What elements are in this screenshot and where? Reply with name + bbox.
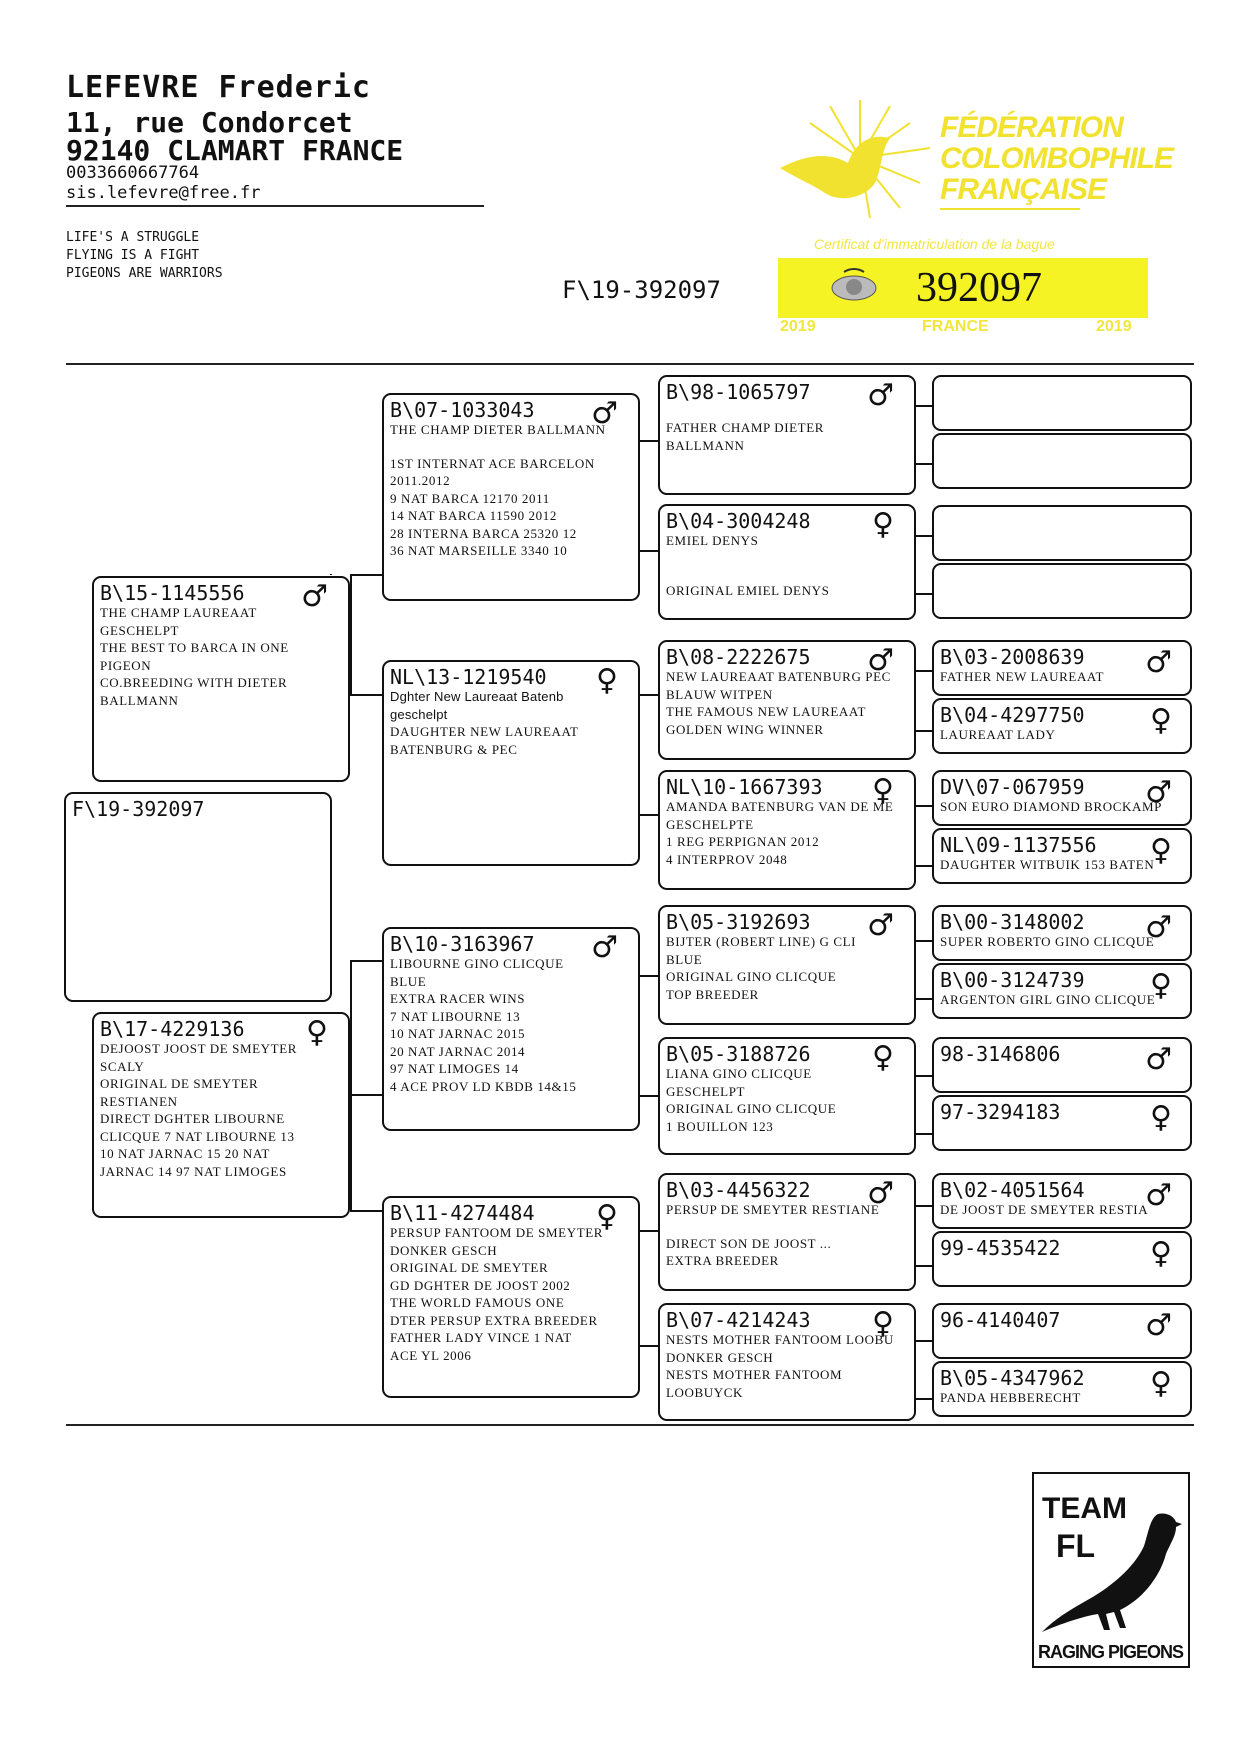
gen4-line: SON EURO DIAMOND BROCKAMP	[940, 799, 1162, 814]
bottom-divider	[66, 1424, 1194, 1426]
ring-emblem-icon	[828, 268, 880, 304]
team-logo	[1032, 1472, 1190, 1668]
dam-sire-line: 97 NAT LIMOGES 14	[390, 1061, 519, 1076]
federation-title-line: FRANÇAISE	[940, 173, 1107, 206]
gen4-ring: 97-3294183	[940, 1100, 1061, 1124]
sire-sire-line: 2011.2012	[390, 473, 451, 488]
team-logo-line: TEAM	[1042, 1492, 1127, 1525]
dam-sire-line: BLUE	[390, 973, 427, 989]
male-icon: ♂	[867, 378, 894, 413]
sire-dam-line: DAUGHTER NEW LAUREAAT	[390, 724, 579, 739]
gen4-box	[932, 1361, 1192, 1417]
female-icon: ♀	[872, 773, 894, 808]
sire-sire-line: 28 INTERNA BARCA 25320 12	[390, 525, 577, 541]
gen4-box	[932, 770, 1192, 826]
female-icon: ♀	[1150, 833, 1172, 868]
sss-ring: B\98-1065797	[666, 380, 811, 404]
sdd-box	[658, 770, 916, 890]
male-icon: ♂	[867, 1176, 894, 1211]
female-icon: ♀	[872, 1306, 894, 1341]
dam-dam-line: DONKER GESCH	[390, 1242, 498, 1258]
certificate-label: Certificat d'immatriculation de la bague	[814, 236, 1055, 252]
dam-sire-line: 20 NAT JARNAC 2014	[390, 1043, 526, 1059]
female-icon: ♀	[1150, 1100, 1172, 1135]
gen4-line: LAUREAAT LADY	[940, 727, 1056, 742]
male-icon: ♂	[1145, 1042, 1172, 1077]
dds-box	[658, 1173, 916, 1291]
sire-sire-ring: B\07-1033043	[390, 398, 535, 422]
dam-sire-box	[382, 927, 640, 1131]
sdd-line: 4 INTERPROV 2048	[666, 851, 788, 867]
dam-dam-line: DTER PERSUP EXTRA BREEDER	[390, 1312, 598, 1328]
sds-ring: B\08-2222675	[666, 645, 811, 669]
dsd-line: LIANA GINO CLICQUE	[666, 1066, 812, 1081]
sire-sire-line: 36 NAT MARSEILLE 3340 10	[390, 543, 568, 558]
owner-street: 11, rue Condorcet	[66, 106, 353, 139]
ddd-line: NESTS MOTHER FANTOOM LOOBU	[666, 1332, 894, 1347]
dsd-box	[658, 1037, 916, 1155]
gen4-ring: DV\07-067959	[940, 775, 1085, 799]
ddd-line: LOOBUYCK	[666, 1384, 744, 1400]
sss-line: BALLMANN	[666, 437, 745, 453]
sire-dam-line: geschelpt	[390, 706, 448, 722]
owner-divider	[66, 205, 484, 207]
dss-line: BLUE	[666, 951, 703, 967]
sire-ring: B\15-1145556	[100, 581, 245, 605]
federation-ring-number: 392097	[916, 265, 1042, 311]
sire-sire-line: 1ST INTERNAT ACE BARCELON	[390, 455, 595, 471]
sire-sire-line: THE CHAMP DIETER BALLMANN	[390, 422, 606, 437]
sire-sire-line: 9 NAT BARCA 12170 2011	[390, 490, 550, 506]
dam-dam-line: THE WORLD FAMOUS ONE	[390, 1295, 565, 1310]
dam-line: DIRECT DGHTER LIBOURNE	[100, 1111, 285, 1126]
subject-ring: F\19-392097	[72, 797, 205, 821]
sire-dam-line: Dghter New Laureaat Batenb	[390, 689, 564, 704]
dam-dam-line: GD DGHTER DE JOOST 2002	[390, 1277, 571, 1293]
dam-line: DEJOOST JOOST DE SMEYTER	[100, 1041, 298, 1056]
gen4-box	[932, 1037, 1192, 1093]
gen4-ring: 96-4140407	[940, 1308, 1061, 1332]
dam-line: RESTIANEN	[100, 1093, 178, 1109]
male-icon: ♂	[1145, 1178, 1172, 1213]
dam-sire-line: EXTRA RACER WINS	[390, 991, 526, 1006]
federation-title-line: FÉDÉRATION	[940, 111, 1123, 144]
dss-line: TOP BREEDER	[666, 986, 759, 1002]
federation-card	[750, 68, 1173, 364]
gen4-box	[932, 1095, 1192, 1151]
gen4-box	[932, 1231, 1192, 1287]
motto-line: FLYING IS A FIGHT	[66, 248, 200, 263]
male-icon: ♂	[591, 396, 618, 431]
dam-line: SCALY	[100, 1058, 145, 1074]
gen4-line: FATHER NEW LAUREAAT	[940, 669, 1105, 684]
female-icon: ♀	[596, 663, 618, 698]
ssd-line: EMIEL DENYS	[666, 533, 759, 548]
team-logo-tagline: RAGING PIGEONS	[1038, 1642, 1184, 1662]
dam-sire-line: LIBOURNE GINO CLICQUE	[390, 956, 564, 971]
dam-sire-ring: B\10-3163967	[390, 932, 535, 956]
female-icon: ♀	[872, 507, 894, 542]
sdd-line: GESCHELPTE	[666, 816, 754, 832]
gen4-box	[932, 375, 1192, 431]
sire-line: THE BEST TO BARCA IN ONE	[100, 640, 289, 655]
ddd-line: DONKER GESCH	[666, 1349, 774, 1365]
sire-dam-line: BATENBURG & PEC	[390, 741, 518, 757]
gen4-ring: B\04-4297750	[940, 703, 1085, 727]
federation-title-line: COLOMBOPHILE	[940, 142, 1173, 175]
gen4-ring: B\02-4051564	[940, 1178, 1085, 1202]
gen4-box	[932, 433, 1192, 489]
sire-line: PIGEON	[100, 657, 152, 673]
subject-box	[64, 792, 332, 1002]
gen4-ring: 98-3146806	[940, 1042, 1061, 1066]
female-icon: ♀	[1150, 1236, 1172, 1271]
sss-box	[658, 375, 916, 495]
owner-email: sis.lefevre@free.fr	[66, 183, 261, 203]
gen4-box	[932, 1303, 1192, 1359]
owner-city: 92140 CLAMART FRANCE	[66, 134, 404, 167]
dds-ring: B\03-4456322	[666, 1178, 811, 1202]
gen4-box	[932, 905, 1192, 961]
sds-line: NEW LAUREAAT BATENBURG PEC	[666, 669, 891, 684]
year-right: 2019	[1096, 318, 1132, 335]
male-icon: ♂	[1145, 1308, 1172, 1343]
gen4-box	[932, 963, 1192, 1019]
dsd-ring: B\05-3188726	[666, 1042, 811, 1066]
gen4-line: SUPER ROBERTO GINO CLICQUE	[940, 934, 1155, 949]
dam-dam-line: PERSUP FANTOOM DE SMEYTER	[390, 1225, 604, 1240]
sire-line: GESCHELPT	[100, 622, 180, 638]
gen4-box	[932, 828, 1192, 884]
ddd-ring: B\07-4214243	[666, 1308, 811, 1332]
female-icon: ♀	[1150, 1366, 1172, 1401]
team-logo-line: FL	[1056, 1528, 1096, 1564]
female-icon: ♀	[1150, 703, 1172, 738]
year-left: 2019	[780, 318, 816, 335]
dds-line: PERSUP DE SMEYTER RESTIANE	[666, 1202, 880, 1217]
gen4-line: DE JOOST DE SMEYTER RESTIA	[940, 1202, 1149, 1217]
male-icon: ♂	[867, 643, 894, 678]
sire-line: CO.BREEDING WITH DIETER	[100, 675, 288, 690]
sire-dam-box	[382, 660, 640, 866]
dds-line: EXTRA BREEDER	[666, 1253, 779, 1268]
dss-line: BIJTER (ROBERT LINE) G CLI	[666, 934, 857, 949]
sire-line: BALLMANN	[100, 692, 179, 708]
gen4-ring: B\03-2008639	[940, 645, 1085, 669]
dsd-line: ORIGINAL GINO CLICQUE	[666, 1101, 837, 1116]
sire-box	[92, 576, 350, 782]
country-label: FRANCE	[922, 318, 989, 335]
sds-box	[658, 640, 916, 760]
dam-dam-line: ORIGINAL DE SMEYTER	[390, 1260, 549, 1275]
gen4-box	[932, 563, 1192, 619]
gen4-line: ARGENTON GIRL GINO CLICQUE	[940, 992, 1156, 1007]
sdd-line: AMANDA BATENBURG VAN DE ME	[666, 799, 894, 814]
sdd-ring: NL\10-1667393	[666, 775, 823, 799]
male-icon: ♂	[591, 930, 618, 965]
dsd-line: GESCHELPT	[666, 1083, 746, 1099]
sss-line: FATHER CHAMP DIETER	[666, 420, 825, 435]
pigeon-silhouette-icon	[1040, 1502, 1186, 1642]
dam-line: 10 NAT JARNAC 15 20 NAT	[100, 1146, 270, 1161]
dam-dam-box	[382, 1196, 640, 1398]
dam-sire-line: 7 NAT LIBOURNE 13	[390, 1008, 521, 1024]
male-icon: ♂	[1145, 645, 1172, 680]
sds-line: THE FAMOUS NEW LAUREAAT	[666, 704, 867, 719]
gen4-box	[932, 640, 1192, 696]
gen4-box	[932, 505, 1192, 561]
owner-name: LEFEVRE Frederic	[66, 70, 371, 105]
female-icon: ♀	[1150, 968, 1172, 1003]
dam-dam-line: ACE YL 2006	[390, 1347, 472, 1363]
sire-sire-box	[382, 393, 640, 601]
sds-line: BLAUW WITPEN	[666, 686, 773, 702]
dam-line: ORIGINAL DE SMEYTER	[100, 1076, 259, 1091]
dove-sun-logo	[770, 98, 950, 228]
male-icon: ♂	[1145, 775, 1172, 810]
motto-line: PIGEONS ARE WARRIORS	[66, 266, 223, 281]
female-icon: ♀	[596, 1199, 618, 1234]
dam-ring: B\17-4229136	[100, 1017, 245, 1041]
dam-box	[92, 1012, 350, 1218]
top-divider	[66, 363, 1194, 365]
sire-line: THE CHAMP LAUREAAT	[100, 605, 257, 620]
dam-dam-line: FATHER LADY VINCE 1 NAT	[390, 1330, 572, 1345]
dss-ring: B\05-3192693	[666, 910, 811, 934]
dsd-line: 1 BOUILLON 123	[666, 1118, 774, 1134]
dss-box	[658, 905, 916, 1025]
gen4-box	[932, 698, 1192, 754]
gen4-line: DAUGHTER WITBUIK 153 BATEN	[940, 857, 1155, 872]
dam-sire-line: 10 NAT JARNAC 2015	[390, 1026, 526, 1041]
ddd-line: NESTS MOTHER FANTOOM	[666, 1367, 843, 1382]
ddd-box	[658, 1303, 916, 1421]
sire-sire-line: 14 NAT BARCA 11590 2012	[390, 508, 557, 523]
owner-phone: 0033660667764	[66, 163, 200, 183]
gen4-ring: 99-4535422	[940, 1236, 1061, 1260]
dam-line: CLICQUE 7 NAT LIBOURNE 13	[100, 1128, 295, 1144]
gen4-ring: B\00-3124739	[940, 968, 1085, 992]
sds-line: GOLDEN WING WINNER	[666, 721, 824, 737]
gen4-box	[932, 1173, 1192, 1229]
dds-line: DIRECT SON DE JOOST ...	[666, 1235, 832, 1251]
motto-line: LIFE'S A STRUGGLE	[66, 230, 200, 245]
dam-dam-ring: B\11-4274484	[390, 1201, 535, 1225]
ssd-box	[658, 504, 916, 620]
dam-sire-line: 4 ACE PROV LD KBDB 14&15	[390, 1078, 577, 1094]
gen4-ring: B\05-4347962	[940, 1366, 1085, 1390]
sire-dam-ring: NL\13-1219540	[390, 665, 547, 689]
female-icon: ♀	[306, 1015, 328, 1050]
ssd-line: ORIGINAL EMIEL DENYS	[666, 582, 830, 598]
male-icon: ♂	[1145, 910, 1172, 945]
female-icon: ♀	[872, 1040, 894, 1075]
dss-line: ORIGINAL GINO CLICQUE	[666, 969, 837, 984]
male-icon: ♂	[867, 908, 894, 943]
gen4-line: PANDA HEBBERECHT	[940, 1390, 1081, 1405]
ring-number-header: F\19-392097	[562, 276, 721, 304]
male-icon: ♂	[301, 579, 328, 614]
ssd-ring: B\04-3004248	[666, 509, 811, 533]
dam-line: JARNAC 14 97 NAT LIMOGES	[100, 1163, 287, 1179]
gen4-ring: B\00-3148002	[940, 910, 1085, 934]
gen4-ring: NL\09-1137556	[940, 833, 1097, 857]
sdd-line: 1 REG PERPIGNAN 2012	[666, 834, 820, 849]
federation-underline	[940, 208, 1080, 210]
